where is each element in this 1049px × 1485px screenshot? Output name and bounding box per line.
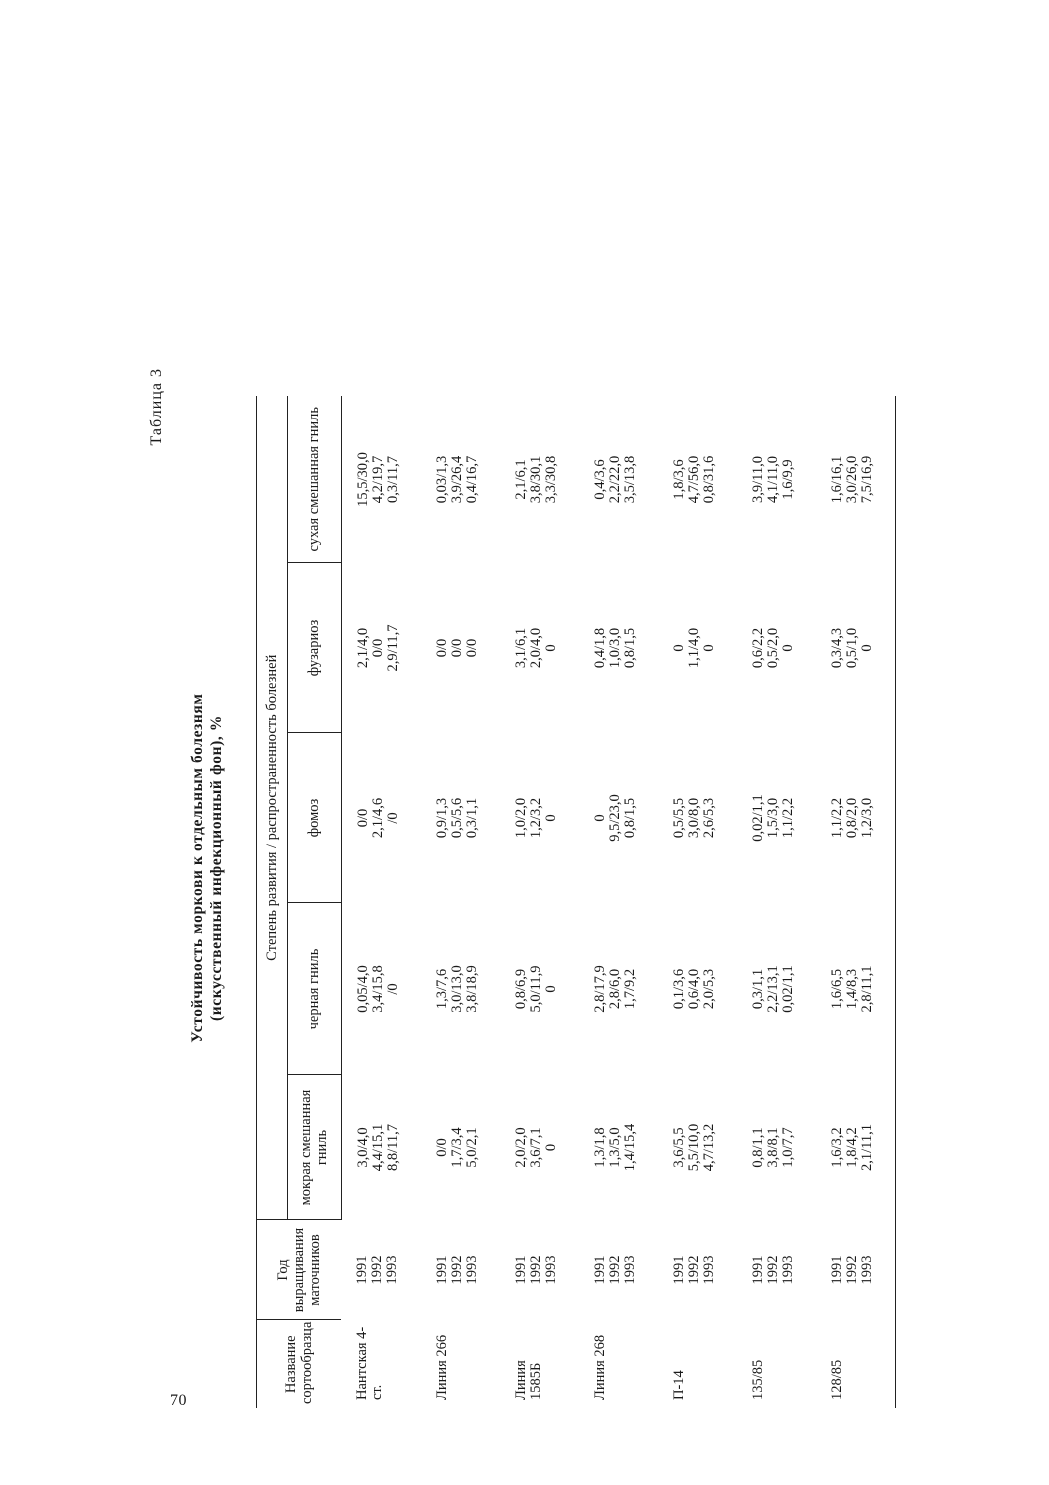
table-row <box>500 396 579 1408</box>
variety-name: 128/85 <box>816 1320 896 1408</box>
table-row <box>737 396 816 1408</box>
variety-name: 135/85 <box>749 1359 766 1400</box>
years-cell: 1991 1992 1993 <box>354 1255 400 1285</box>
wet-rot-cell: 0,8/1,1 3,8/8,1 1,0/7,7 <box>749 1127 796 1168</box>
fusarium-cell: 0 1,1/4,0 0 <box>670 627 717 669</box>
table-label: Таблица 3 <box>148 368 165 446</box>
years-cell: 1991 1992 1993 <box>816 1220 896 1320</box>
wet-rot-cell: 1,3/1,8 1,3/5,0 1,4/15,4 <box>591 1123 638 1172</box>
table-title-line-2: (искусственный инфекционный фон), % <box>208 715 225 1021</box>
variety-name: Линия 1585Б <box>512 1360 544 1400</box>
table-row <box>816 396 896 1408</box>
header-wet-rot: мокрая смешанная гниль <box>288 1075 341 1220</box>
table-title-line-1: Устойчивость моркови к отдельным болезням <box>189 693 206 1043</box>
phomosis-cell: 0,02/1,1 1,5/3,0 1,1/2,2 <box>749 794 796 842</box>
phomosis-cell: 0/0 2,1/4,6 /0 <box>354 797 401 839</box>
header-name: Название сортообразца <box>257 1320 342 1408</box>
years-cell: 1991 1992 1993 <box>433 1255 480 1285</box>
years-cell: 1991 1992 1993 <box>749 1255 796 1285</box>
dry-rot-cell: 1,8/3,6 4,7/56,0 0,8/31,6 <box>670 455 717 504</box>
table-row <box>341 396 421 1408</box>
black-rot-cell: 0,3/1,1 2,2/13,1 0,02/1,1 <box>749 965 796 1013</box>
fusarium-cell: 0,4/1,8 1,0/3,0 0,8/1,5 <box>591 627 638 669</box>
header-year: Год выращивания маточников <box>257 1220 342 1320</box>
black-rot-cell: 0,1/3,6 0,6/4,0 2,0/5,3 <box>670 968 717 1010</box>
black-rot-cell: 2,8/17,9 2,8/6,0 1,7/9,2 <box>591 965 638 1013</box>
phomosis-cell: 1,0/2,0 1,2/3,2 0 <box>512 797 559 839</box>
header-fusarium: фузариоз <box>288 563 341 733</box>
phomosis-cell: 0,5/5,5 3,0/8,0 2,6/5,3 <box>670 797 717 839</box>
phomosis-cell: 1,1/2,2 0,8/2,0 1,2/3,0 <box>816 733 896 903</box>
page-number: 70 <box>170 1392 187 1409</box>
table-title <box>188 298 226 1438</box>
rotated-page-content <box>128 298 888 1438</box>
years-cell: 1991 1992 1993 <box>670 1255 717 1285</box>
wet-rot-cell: 1,6/3,2 1,8/4,2 2,1/11,1 <box>816 1075 896 1220</box>
fusarium-cell: 0,6/2,2 0,5/2,0 0 <box>749 627 796 669</box>
wet-rot-cell: 2,0/2,0 3,6/7,1 0 <box>512 1127 559 1168</box>
black-rot-cell: 1,3/7,6 3,0/13,0 3,8/18,9 <box>433 965 480 1013</box>
dry-rot-cell: 3,9/11,0 4,1/11,0 1,6/9,9 <box>749 456 796 503</box>
table-row <box>421 396 500 1408</box>
black-rot-cell: 0,05/4,0 3,4/15,8 /0 <box>354 965 401 1013</box>
dry-rot-cell: 0,03/1,3 3,9/26,4 0,4/16,7 <box>433 455 480 504</box>
fusarium-cell: 2,1/4,0 0/0 2,9/11,7 <box>354 624 401 672</box>
fusarium-cell: 0/0 0/0 0/0 <box>433 638 480 658</box>
table-row <box>658 396 737 1408</box>
variety-name: Нантская 4-ст. <box>354 1326 385 1400</box>
variety-name: П-14 <box>670 1370 687 1400</box>
header-black-rot: черная гниль <box>288 903 341 1075</box>
variety-name: Линия 268 <box>591 1334 608 1400</box>
variety-name: Линия 266 <box>433 1334 450 1400</box>
phomosis-cell: 0 9,5/23,0 0,8/1,5 <box>591 794 638 842</box>
table-row <box>579 396 658 1408</box>
header-phomosis: фомоз <box>288 733 341 903</box>
dry-rot-cell: 2,1/6,1 3,8/30,1 3,3/30,8 <box>512 455 559 504</box>
dry-rot-cell: 0,4/3,6 2,2/22,0 3,5/13,8 <box>591 455 638 504</box>
phomosis-cell: 0,9/1,3 0,5/5,6 0,3/1,1 <box>433 797 480 839</box>
years-cell: 1991 1992 1993 <box>512 1255 559 1285</box>
black-rot-cell: 1,6/6,5 1,4/8,3 2,8/11,1 <box>816 903 896 1075</box>
fusarium-cell: 0,3/4,3 0,5/1,0 0 <box>816 563 896 733</box>
wet-rot-cell: 0/0 1,7/3,4 5,0/2,1 <box>433 1127 480 1168</box>
wet-rot-cell: 3,0/4,0 4,4/15,1 8,8/11,7 <box>354 1123 401 1172</box>
dry-rot-cell: 15,5/30,0 4,2/19,7 0,3/11,7 <box>354 452 401 507</box>
years-cell: 1991 1992 1993 <box>591 1255 638 1285</box>
header-disease-group: Степень развития / распространенность болезней <box>257 396 288 1220</box>
dry-rot-cell: 1,6/16,1 3,0/26,0 7,5/16,9 <box>816 396 896 563</box>
black-rot-cell: 0,8/6,9 5,0/11,9 0 <box>512 965 559 1013</box>
wet-rot-cell: 3,6/5,5 5,5/10,0 4,7/13,2 <box>670 1123 717 1172</box>
fusarium-cell: 3,1/6,1 2,0/4,0 0 <box>512 627 559 669</box>
header-row-1 <box>257 396 288 1408</box>
header-dry-rot: сухая смешанная гниль <box>288 396 341 563</box>
disease-resistance-table <box>256 396 896 1408</box>
